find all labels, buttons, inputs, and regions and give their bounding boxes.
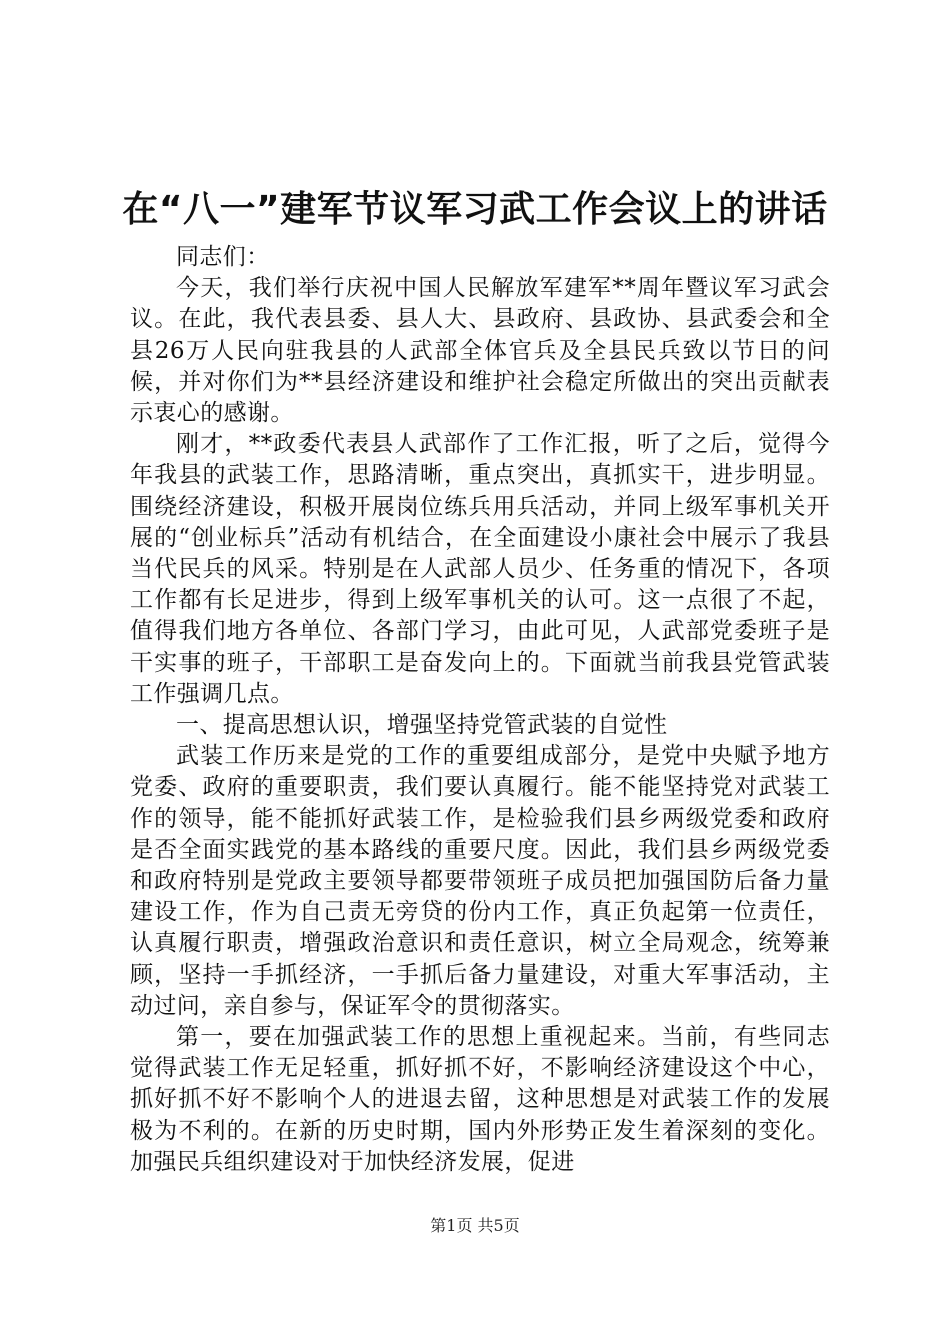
salutation: 同志们： (176, 244, 270, 270)
paragraph: 第一，要在加强武装工作的思想上重视起来。当前，有些同志觉得武装工作无足轻重，抓好抓不好，不影响经济建设这个中心，抓好抓不好不影响个人的进退去留，这种思想是对武装工作的发展极为不利的。在新的历史时期，国内外形势正发生着深刻的变化。加强民兵组织建设对于加快经济发展，促进 (130, 1024, 830, 1175)
paragraph: 今天，我们举行庆祝中国人民解放军建军**周年暨议军习武会议。在此，我代表县委、县人大、县政府、县政协、县武委会和全县26万人民向驻我县的人武部全体官兵及全县民兵致以节日的问候，并对你们为**县经济建设和维护社会稳定所做出的突出贡献表示衷心的感谢。 (130, 275, 830, 427)
paragraph: 刚才，**政委代表县人武部作了工作汇报，听了之后，觉得今年我县的武装工作，思路清晰，重点突出，真抓实干，进步明显。围绕经济建设，积极开展岗位练兵用兵活动，并同上级军事机关开展的“创业标兵”活动有机结合，在全面建设小康社会中展示了我县当代民兵的风采。特别是在人武部人员少、任务重的情况下，各项工作都有长足进步，得到上级军事机关的认可。这一点很了不起，值得我们地方各单位、各部门学习，由此可见，人武部党委班子是干实事的班子，干部职工是奋发向上的。下面就当前我县党管武装工作强调几点。 (130, 431, 830, 707)
paragraph: 武装工作历来是党的工作的重要组成部分，是党中央赋予地方党委、政府的重要职责，我们要认真履行。能不能坚持党对武装工作的领导，能不能抓好武装工作，是检验我们县乡两级党委和政府是否全面实践党的基本路线的重要尺度。因此，我们县乡两级党委和政府特别是党政主要领导都要带领班子成员把加强国防后备力量建设工作，作为自己责无旁贷的份内工作，真正负起第一位责任，认真履行职责，增强政治意识和责任意识，树立全局观念，统筹兼顾，坚持一手抓经济，一手抓后备力量建设，对重大军事活动，主动过问，亲自参与，保证军令的贯彻落实。 (130, 743, 830, 1019)
page-footer: 第1页 共5页 (430, 1216, 520, 1235)
document-title: 在“八一”建军节议军习武工作会议上的讲话 (122, 189, 828, 230)
section-heading: 一、提高思想认识，增强坚持党管武装的自觉性 (176, 712, 668, 739)
document-body (130, 242, 830, 1178)
